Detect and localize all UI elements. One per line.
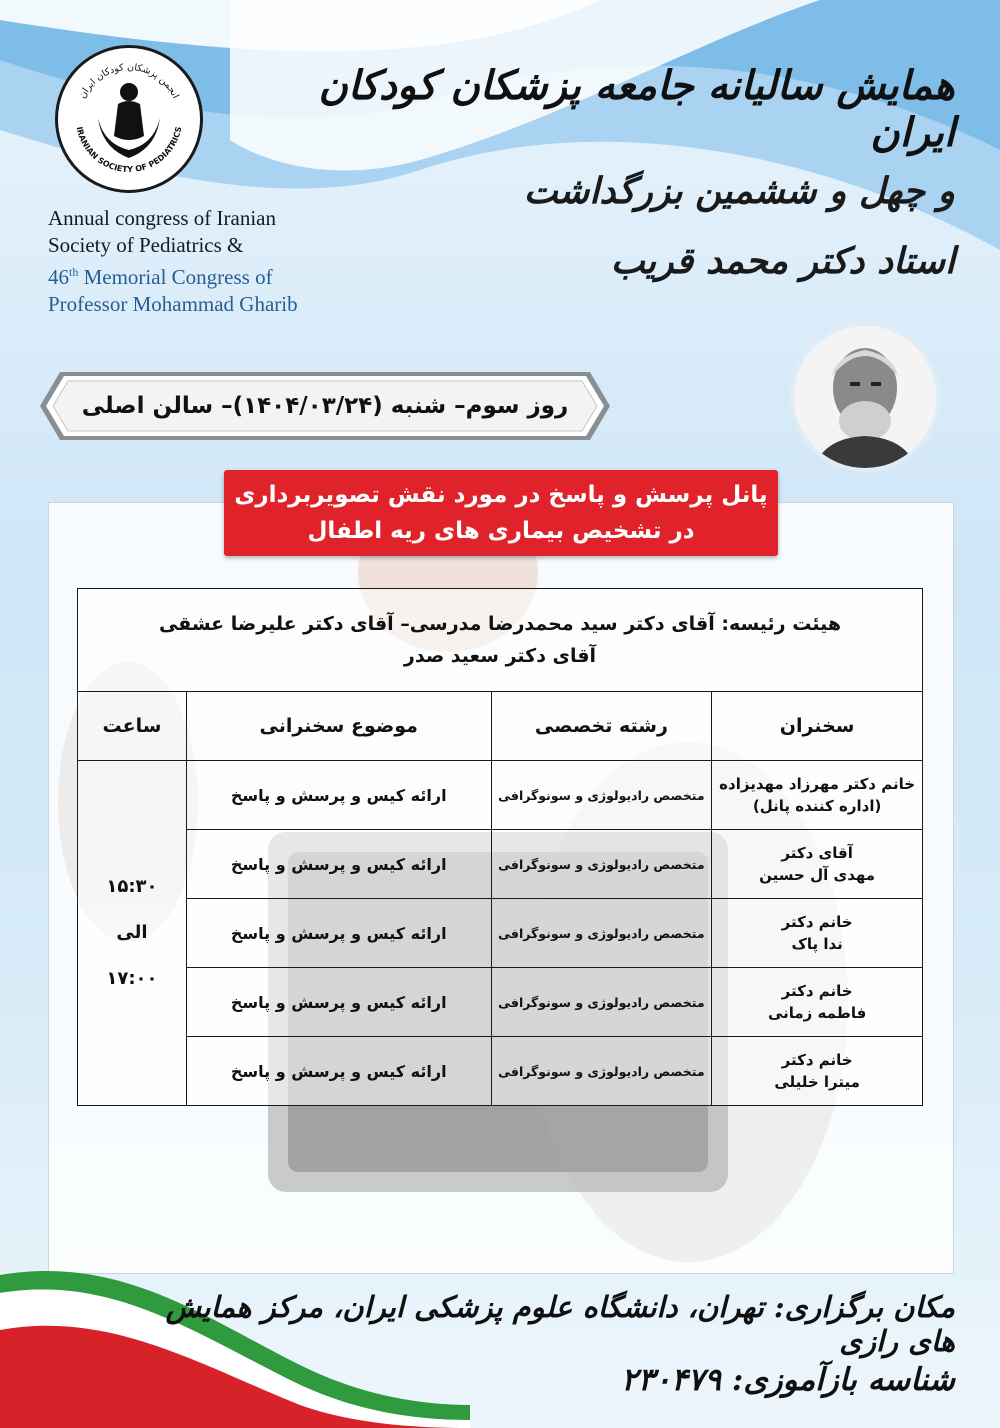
persian-memorial-line1: و چهل و ششمین بزرگداشت xyxy=(523,170,955,212)
speaker-title: خانم دکتر xyxy=(781,982,853,1000)
specialty-cell: متخصص رادیولوژی و سونوگرافی xyxy=(491,761,712,830)
english-congress-title xyxy=(48,205,368,318)
specialty-cell: متخصص رادیولوژی و سونوگرافی xyxy=(491,1037,712,1106)
header-specialty: رشته تخصصی xyxy=(491,692,712,761)
table-row xyxy=(78,968,923,1037)
specialty-cell: متخصص رادیولوژی و سونوگرافی xyxy=(491,899,712,968)
panel-title-box xyxy=(224,470,778,556)
speaker-title: آقای دکتر xyxy=(781,844,853,862)
specialty-cell: متخصص رادیولوژی و سونوگرافی xyxy=(491,830,712,899)
persian-memorial-line2: استاد دکتر محمد قریب xyxy=(610,240,955,282)
professor-portrait xyxy=(790,322,940,472)
day-label: روز سوم– شنبه (۱۴۰۴/۰۳/۲۴)– سالن اصلی xyxy=(81,393,569,419)
header-speakers: سخنران xyxy=(712,692,923,761)
speaker-cell xyxy=(712,761,923,830)
persian-congress-title: همایش سالیانه جامعه پزشکان کودکان ایران xyxy=(318,62,955,156)
panel-title-line1: پانل پرسش و پاسخ در مورد نقش تصویربرداری xyxy=(234,482,768,508)
en-line-3-number: 46 xyxy=(48,265,69,289)
time-cell xyxy=(78,761,187,1106)
en-line-3-rest: Memorial Congress of xyxy=(78,265,273,289)
en-line-2: Society of Pediatrics & xyxy=(48,233,244,257)
speaker-name: فاطمه زمانی xyxy=(767,1004,867,1022)
board-row xyxy=(78,589,923,692)
header-time: ساعت xyxy=(78,692,187,761)
panel-title-line2: در تشخیص بیماری های ریه اطفال xyxy=(307,518,695,544)
board-line2: آقای دکتر سعید صدر xyxy=(403,645,597,667)
topic-cell: ارائه کیس و پرسش و پاسخ xyxy=(186,899,491,968)
speaker-name: خانم دکتر مهرزاد مهدیزاده xyxy=(719,775,916,793)
board-cell xyxy=(78,589,923,692)
time-end: ۱۷:۰۰ xyxy=(106,968,158,989)
table-header-row xyxy=(78,692,923,761)
en-line-4: Professor Mohammad Gharib xyxy=(48,292,298,316)
schedule-table xyxy=(77,588,923,1106)
header-topic: موضوع سخنرانی xyxy=(186,692,491,761)
logo-arc-bottom-text: IRANIAN SOCIETY OF PEDIATRICS xyxy=(74,125,184,175)
speaker-title: خانم دکتر xyxy=(781,913,853,931)
speaker-role: (اداره کننده پانل) xyxy=(752,797,882,815)
speaker-cell xyxy=(712,899,923,968)
venue-text: مکان برگزاری: تهران، دانشگاه علوم پزشکی ایران، مرکز همایش های رازی xyxy=(165,1290,955,1358)
cme-code-text: شناسه بازآموزی: ۲۳۰۴۷۹ xyxy=(621,1362,955,1398)
speaker-name: ندا پاک xyxy=(791,935,843,953)
specialty-cell: متخصص رادیولوژی و سونوگرافی xyxy=(491,968,712,1037)
topic-cell: ارائه کیس و پرسش و پاسخ xyxy=(186,761,491,830)
speaker-title: خانم دکتر xyxy=(781,1051,853,1069)
board-line1: هیئت رئیسه: آقای دکتر سید محمدرضا مدرسی– آقای دکتر علیرضا عشقی xyxy=(158,613,842,635)
society-logo xyxy=(55,45,203,193)
en-line-1: Annual congress of Iranian xyxy=(48,206,277,230)
speaker-cell xyxy=(712,1037,923,1106)
topic-cell: ارائه کیس و پرسش و پاسخ xyxy=(186,830,491,899)
table-row xyxy=(78,1037,923,1106)
speaker-name: میترا خلیلی xyxy=(774,1073,860,1091)
table-row xyxy=(78,899,923,968)
en-line-3 xyxy=(48,259,368,291)
speaker-name: مهدی آل حسین xyxy=(759,866,876,884)
speaker-cell xyxy=(712,968,923,1037)
table-row xyxy=(78,830,923,899)
speaker-cell xyxy=(712,830,923,899)
topic-cell: ارائه کیس و پرسش و پاسخ xyxy=(186,1037,491,1106)
logo-arc-top-text: انجمن پزشکان کودکان ایران xyxy=(77,61,181,101)
table-row xyxy=(78,761,923,830)
en-line-3-suffix: th xyxy=(69,265,79,279)
time-start: ۱۵:۳۰ xyxy=(106,876,158,897)
topic-cell: ارائه کیس و پرسش و پاسخ xyxy=(186,968,491,1037)
time-separator: الی xyxy=(116,922,148,943)
